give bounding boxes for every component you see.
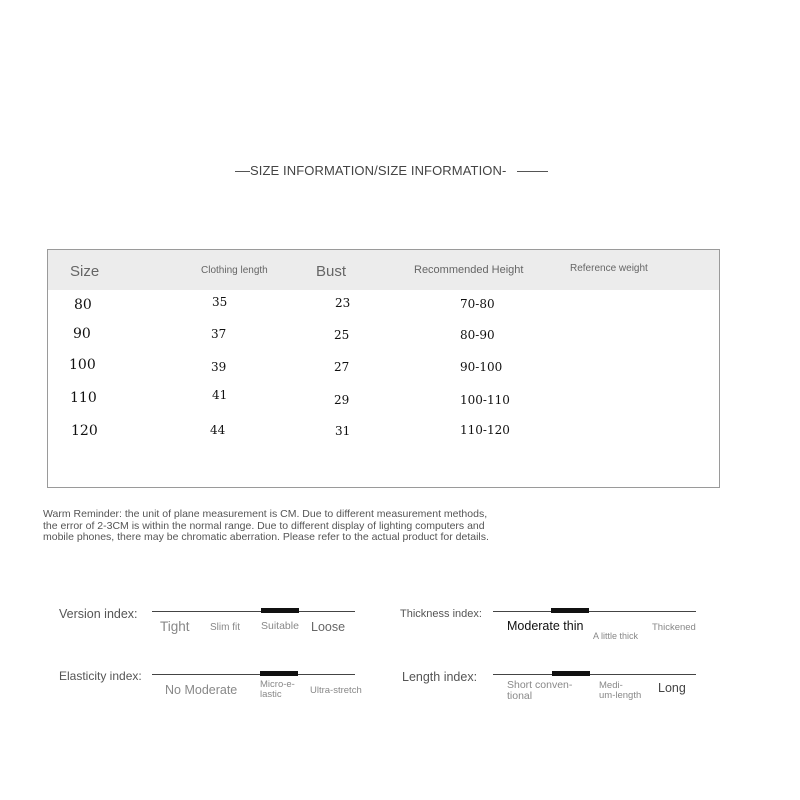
thickness-index-scale (493, 611, 696, 612)
elasticity-index-scale (152, 674, 355, 675)
elasticity-index-marker (260, 671, 298, 676)
version-option-tight: Tight (160, 619, 190, 634)
version-index-scale (152, 611, 355, 612)
cell-size: 80 (74, 297, 92, 313)
size-table (47, 249, 720, 488)
length-index-scale (493, 674, 696, 675)
length-option-short-conventional: Short conven- (507, 679, 573, 691)
cell-clothing-length: 37 (211, 327, 227, 341)
version-index-marker (261, 608, 299, 613)
cell-bust: 25 (334, 328, 350, 342)
cell-bust: 29 (334, 393, 350, 407)
cell-clothing-length: 35 (212, 295, 228, 309)
cell-bust: 27 (334, 360, 350, 374)
elasticity-index-label: Elasticity index: (59, 669, 142, 683)
header-recommended-height: Recommended Height (414, 264, 524, 276)
elasticity-option-micro-elastic: Micro-e- (260, 679, 295, 690)
length-option-medium-length: Medi- (599, 680, 623, 691)
cell-height: 70-80 (460, 297, 495, 311)
title-right-rule (517, 171, 548, 172)
cell-bust: 23 (335, 296, 351, 310)
reminder-line: Warm Reminder: the unit of plane measurement is CM. Due to different measurement methods, (43, 508, 488, 520)
cell-clothing-length: 39 (211, 360, 227, 374)
length-index-marker (552, 671, 590, 676)
version-option-suitable: Suitable (261, 620, 299, 632)
cell-size: 110 (70, 390, 97, 406)
header-reference-weight: Reference weight (570, 263, 648, 274)
thickness-option-thickened: Thickened (652, 622, 696, 633)
thickness-index-marker (551, 608, 589, 613)
cell-size: 100 (69, 357, 96, 373)
elasticity-option-ultra-stretch: Ultra-stretch (310, 685, 362, 696)
version-index-label: Version index: (59, 607, 138, 621)
cell-bust: 31 (335, 424, 351, 438)
thickness-option-moderate-thin: Moderate thin (507, 619, 584, 633)
table-header (48, 250, 719, 290)
reminder-line: the error of 2-3CM is within the normal range. Due to different display of lighting computers and (43, 519, 485, 532)
elasticity-option-no-moderate: No Moderate (165, 683, 238, 697)
cell-clothing-length: 44 (210, 423, 226, 437)
warm-reminder (43, 509, 523, 544)
page-title: SIZE INFORMATION/SIZE INFORMATION- (250, 163, 507, 178)
length-option-long: Long (658, 681, 686, 695)
thickness-option-a-little-thick: A little thick (593, 631, 639, 641)
version-option-slim-fit: Slim fit (210, 622, 240, 633)
title-left-rule (235, 171, 250, 172)
cell-size: 90 (73, 326, 91, 342)
length-option-medium-length-cont: um-length (599, 690, 642, 701)
header-bust: Bust (316, 263, 347, 280)
thickness-index-label: Thickness index: (400, 608, 482, 620)
cell-clothing-length: 41 (212, 388, 228, 402)
cell-height: 90-100 (460, 360, 503, 374)
length-option-short-conventional-cont: tional (507, 690, 533, 702)
cell-height: 80-90 (460, 328, 495, 342)
cell-height: 100-110 (460, 393, 510, 407)
cell-size: 120 (71, 423, 98, 439)
cell-height: 110-120 (460, 423, 510, 437)
version-option-loose: Loose (311, 620, 346, 634)
header-size: Size (70, 263, 100, 280)
length-index-label: Length index: (402, 670, 478, 684)
header-clothing-length: Clothing length (201, 265, 268, 276)
reminder-line: mobile phones, there may be chromatic aberration. Please refer to the actual product for details. (43, 531, 489, 543)
elasticity-option-micro-elastic-cont: lastic (260, 689, 282, 700)
